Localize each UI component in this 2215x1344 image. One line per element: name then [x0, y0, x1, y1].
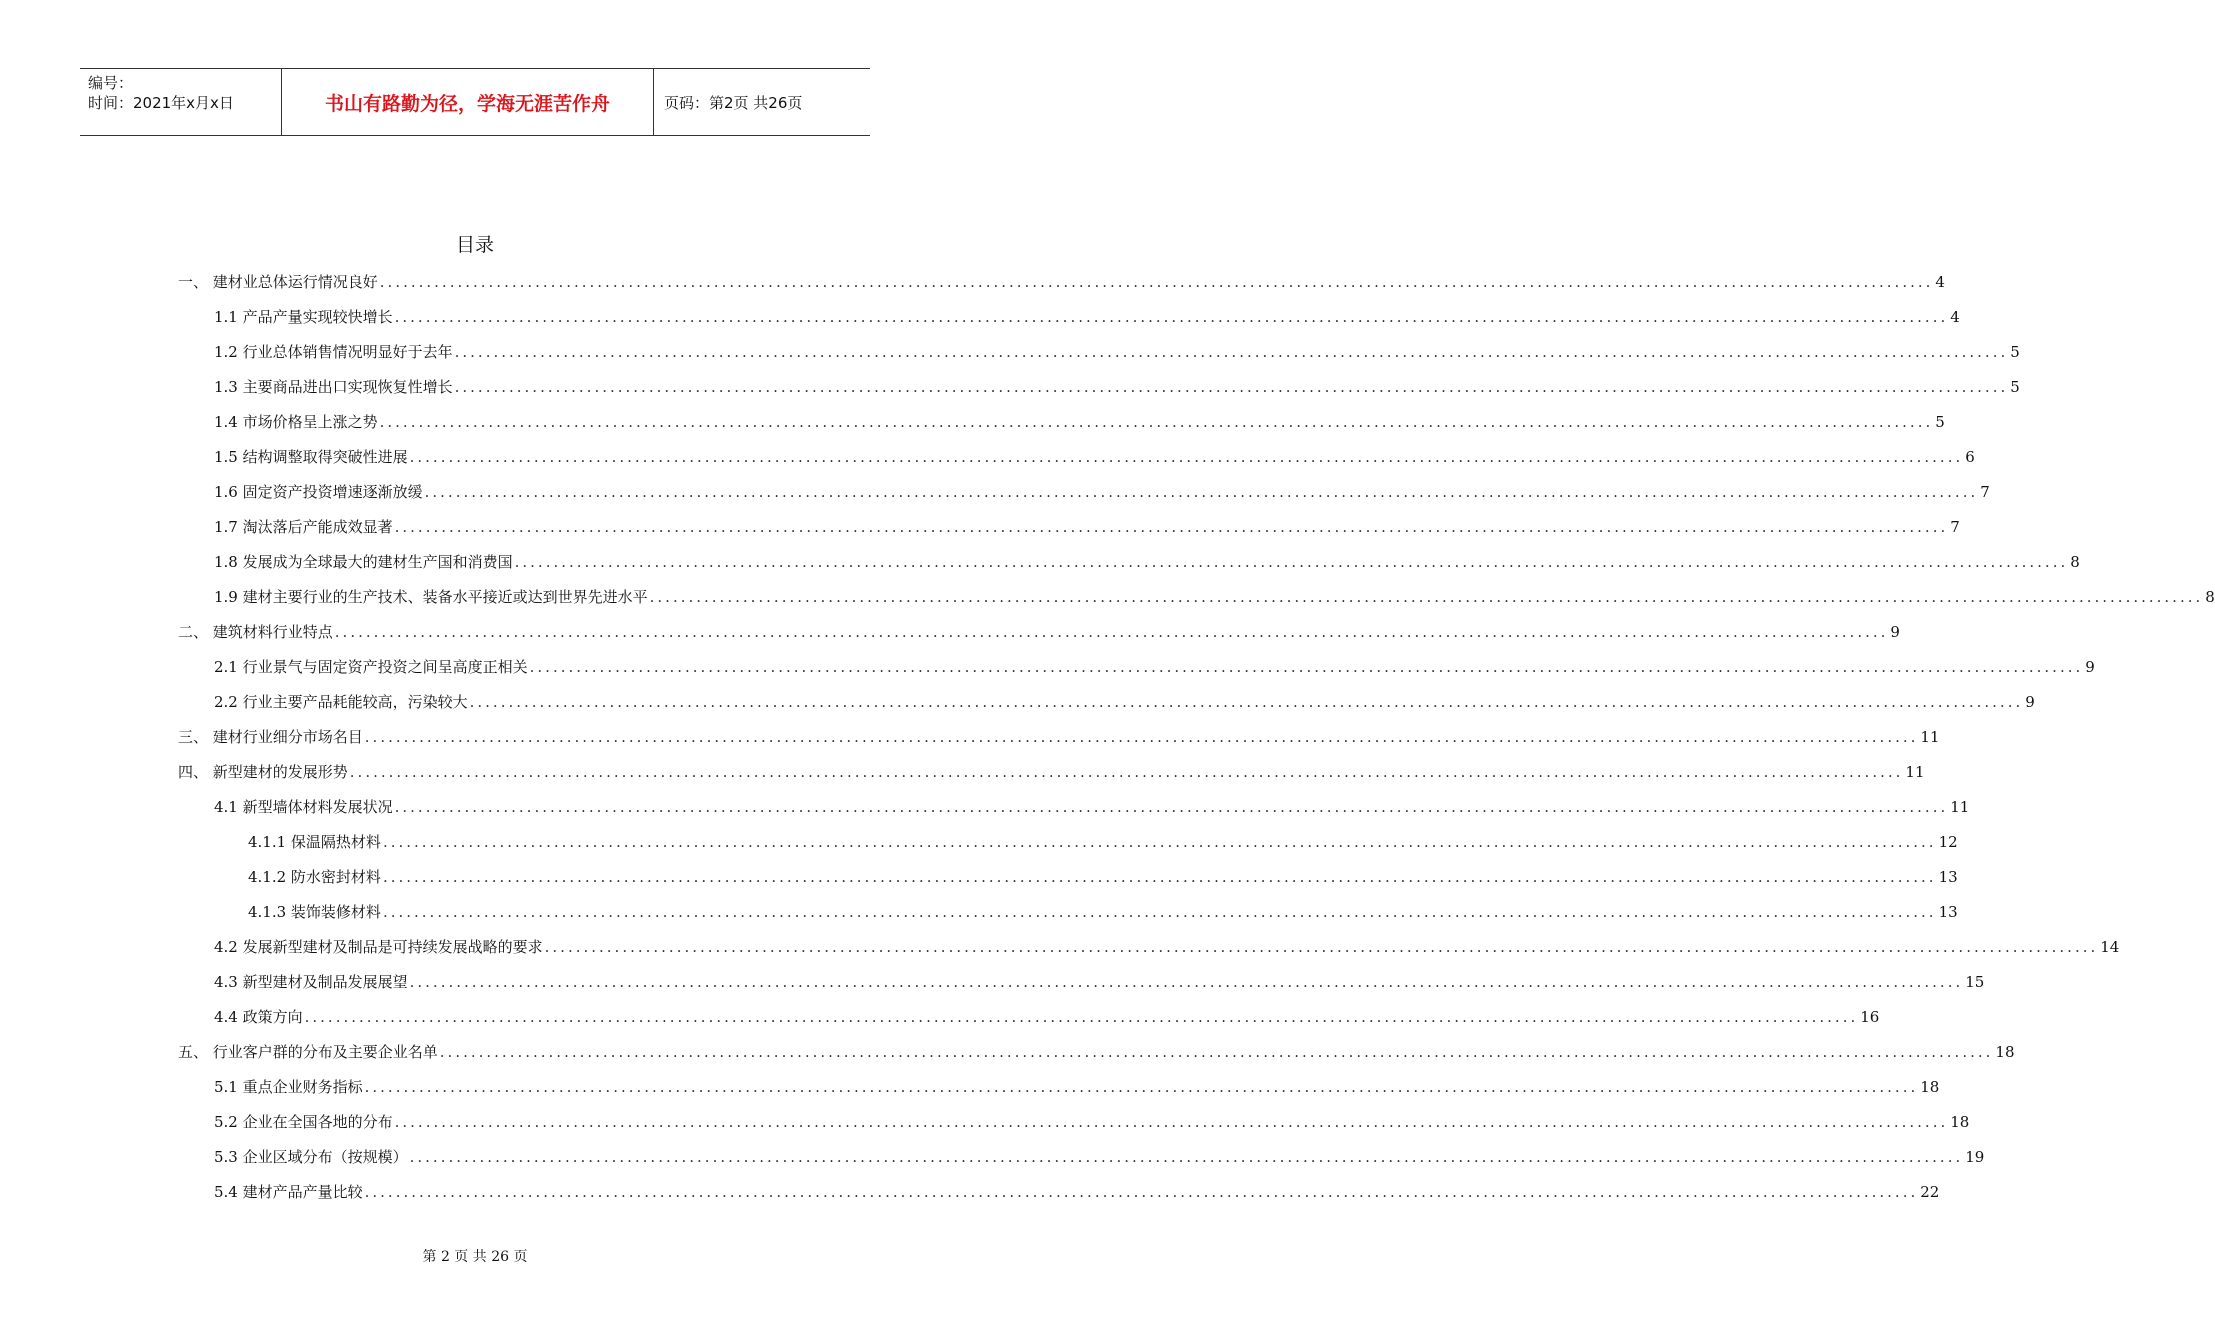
toc-entry[interactable] [178, 1034, 2015, 1069]
toc-entry-page: 8 [2205, 587, 2215, 606]
toc-entry-page: 4 [1950, 307, 1960, 326]
toc-leader-dots: ........................................................................................................................................................................................................ [382, 832, 1937, 851]
page-header [80, 68, 870, 136]
toc-entry-label: 二、 建筑材料行业特点 [178, 623, 333, 641]
toc-entry[interactable] [178, 1139, 1985, 1174]
toc-entry-page: 18 [1995, 1042, 2015, 1061]
toc-entry-page: 9 [2085, 657, 2095, 676]
toc-leader-dots: ........................................................................................................................................................................................................ [439, 1042, 1994, 1061]
toc-entry[interactable] [178, 719, 1940, 754]
toc-leader-dots: ........................................................................................................................................................................................................ [409, 972, 1964, 991]
toc-leader-dots: ........................................................................................................................................................................................................ [529, 657, 2084, 676]
toc-entry[interactable] [178, 999, 1880, 1034]
toc-entry-label: 4.1.1 保温隔热材料 [248, 833, 381, 851]
header-motto: 书山有路勤为径，学海无涯苦作舟 [282, 69, 654, 135]
header-meta [80, 69, 282, 135]
toc-leader-dots: ........................................................................................................................................................................................................ [349, 762, 1904, 781]
toc-entry-page: 9 [1890, 622, 1900, 641]
toc-leader-dots: ........................................................................................................................................................................................................ [394, 1112, 1949, 1131]
toc-leader-dots: ........................................................................................................................................................................................................ [544, 937, 2099, 956]
toc-entry[interactable] [178, 964, 1985, 999]
toc-entry-page: 14 [2100, 937, 2120, 956]
toc-entry-label: 1.6 固定资产投资增速逐渐放缓 [214, 483, 423, 501]
toc-entry-page: 4 [1935, 272, 1945, 291]
toc-entry-label: 4.1.2 防水密封材料 [248, 868, 381, 886]
toc-entry[interactable] [178, 369, 2020, 404]
toc-entry[interactable] [178, 299, 1960, 334]
toc-entry[interactable] [178, 929, 2120, 964]
toc-entry[interactable] [178, 754, 1925, 789]
toc-leader-dots: ........................................................................................................................................................................................................ [649, 587, 2204, 606]
toc-leader-dots: ........................................................................................................................................................................................................ [454, 377, 2009, 396]
toc-entry-page: 15 [1965, 972, 1985, 991]
toc-leader-dots: ........................................................................................................................................................................................................ [379, 272, 1934, 291]
toc-entry-page: 16 [1860, 1007, 1880, 1026]
toc-entry[interactable] [178, 1174, 1940, 1209]
toc-entry-page: 18 [1920, 1077, 1940, 1096]
toc-entry[interactable] [178, 334, 2020, 369]
toc-entry-label: 1.9 建材主要行业的生产技术、装备水平接近或达到世界先进水平 [214, 588, 648, 606]
toc-entry[interactable] [178, 579, 2215, 614]
toc-entry-label: 4.3 新型建材及制品发展展望 [214, 973, 408, 991]
toc-entry-page: 22 [1920, 1182, 1940, 1201]
toc-leader-dots: ........................................................................................................................................................................................................ [379, 412, 1934, 431]
toc-entry[interactable] [178, 544, 2080, 579]
toc-entry-page: 11 [1905, 762, 1925, 781]
toc-leader-dots: ........................................................................................................................................................................................................ [409, 1147, 1964, 1166]
toc-entry-label: 4.1 新型墙体材料发展状况 [214, 798, 393, 816]
toc-entry-label: 5.1 重点企业财务指标 [214, 1078, 363, 1096]
page-footer: 第 2 页 共 26 页 [422, 1249, 528, 1265]
toc-entry-label: 4.4 政策方向 [214, 1008, 303, 1026]
toc-entry-page: 8 [2070, 552, 2080, 571]
toc-entry-label: 5.2 企业在全国各地的分布 [214, 1113, 393, 1131]
toc-entry[interactable] [178, 1104, 1970, 1139]
toc-entry[interactable] [178, 894, 1958, 929]
toc-entry[interactable] [178, 789, 1970, 824]
toc-entry-label: 5.4 建材产品产量比较 [214, 1183, 363, 1201]
toc-leader-dots: ........................................................................................................................................................................................................ [424, 482, 1979, 501]
toc-entry-page: 18 [1950, 1112, 1970, 1131]
number-label: 编号： [88, 74, 134, 92]
toc-entry[interactable] [178, 264, 1945, 299]
toc-entry[interactable] [178, 684, 2035, 719]
toc-entry-label: 1.1 产品产量实现较快增长 [214, 308, 393, 326]
toc-entry-label: 五、 行业客户群的分布及主要企业名单 [178, 1043, 438, 1061]
toc-entry-page: 7 [1950, 517, 1960, 536]
toc-entry-page: 5 [2010, 342, 2020, 361]
toc-leader-dots: ........................................................................................................................................................................................................ [454, 342, 2009, 361]
toc-entry[interactable] [178, 614, 1900, 649]
toc-leader-dots: ........................................................................................................................................................................................................ [364, 1077, 1919, 1096]
toc-entry-page: 9 [2025, 692, 2035, 711]
toc-entry[interactable] [178, 509, 1960, 544]
toc-leader-dots: ........................................................................................................................................................................................................ [382, 867, 1937, 886]
toc-entry-label: 1.4 市场价格呈上涨之势 [214, 413, 378, 431]
toc-entry[interactable] [178, 649, 2095, 684]
toc-entry-label: 1.3 主要商品进出口实现恢复性增长 [214, 378, 453, 396]
toc-entry-page: 19 [1965, 1147, 1985, 1166]
toc-entry-page: 13 [1938, 902, 1958, 921]
toc-leader-dots: ........................................................................................................................................................................................................ [394, 307, 1949, 326]
toc-leader-dots: ........................................................................................................................................................................................................ [382, 902, 1937, 921]
toc-entry-page: 5 [2010, 377, 2020, 396]
toc-entry-label: 4.1.3 装饰装修材料 [248, 903, 381, 921]
toc-entry-page: 12 [1938, 832, 1958, 851]
toc-entry-page: 11 [1950, 797, 1970, 816]
toc-entry-label: 2.1 行业景气与固定资产投资之间呈高度正相关 [214, 658, 528, 676]
toc-leader-dots: ........................................................................................................................................................................................................ [364, 727, 1919, 746]
toc-leader-dots: ........................................................................................................................................................................................................ [364, 1182, 1919, 1201]
toc-leader-dots: ........................................................................................................................................................................................................ [514, 552, 2069, 571]
toc-entry-label: 三、 建材行业细分市场名目 [178, 728, 363, 746]
toc-entry-label: 四、 新型建材的发展形势 [178, 763, 348, 781]
toc-entry-label: 1.8 发展成为全球最大的建材生产国和消费国 [214, 553, 513, 571]
toc-entry[interactable] [178, 1069, 1940, 1104]
toc-entry-page: 11 [1920, 727, 1940, 746]
toc-leader-dots: ........................................................................................................................................................................................................ [394, 517, 1949, 536]
toc-entry-page: 6 [1965, 447, 1975, 466]
toc-leader-dots: ........................................................................................................................................................................................................ [394, 797, 1949, 816]
time-label: 时间：2021年x月x日 [88, 94, 234, 112]
toc-entry-label: 一、 建材业总体运行情况良好 [178, 273, 378, 291]
toc-entry[interactable] [178, 859, 1958, 894]
toc-title: 目录 [455, 234, 494, 256]
header-page-info: 页码：第2页 共26页 [664, 93, 803, 112]
toc-entry-label: 1.2 行业总体销售情况明显好于去年 [214, 343, 453, 361]
toc-entry-label: 2.2 行业主要产品耗能较高，污染较大 [214, 693, 468, 711]
toc-entry-label: 1.5 结构调整取得突破性进展 [214, 448, 408, 466]
toc-entry[interactable] [178, 474, 1990, 509]
toc-leader-dots: ........................................................................................................................................................................................................ [469, 692, 2024, 711]
toc-entry-page: 5 [1935, 412, 1945, 431]
toc-entry[interactable] [178, 824, 1958, 859]
toc-entry[interactable] [178, 404, 1945, 439]
toc-leader-dots: ........................................................................................................................................................................................................ [409, 447, 1964, 466]
toc-entry-label: 5.3 企业区域分布（按规模） [214, 1148, 408, 1166]
toc-entry-label: 1.7 淘汰落后产能成效显著 [214, 518, 393, 536]
toc-leader-dots: ........................................................................................................................................................................................................ [334, 622, 1889, 641]
toc-entry-label: 4.2 发展新型建材及制品是可持续发展战略的要求 [214, 938, 543, 956]
toc-entry[interactable] [178, 439, 1975, 474]
toc-leader-dots: ........................................................................................................................................................................................................ [304, 1007, 1859, 1026]
toc-entry-page: 13 [1938, 867, 1958, 886]
toc-entry-page: 7 [1980, 482, 1990, 501]
table-of-contents [178, 264, 2215, 1209]
